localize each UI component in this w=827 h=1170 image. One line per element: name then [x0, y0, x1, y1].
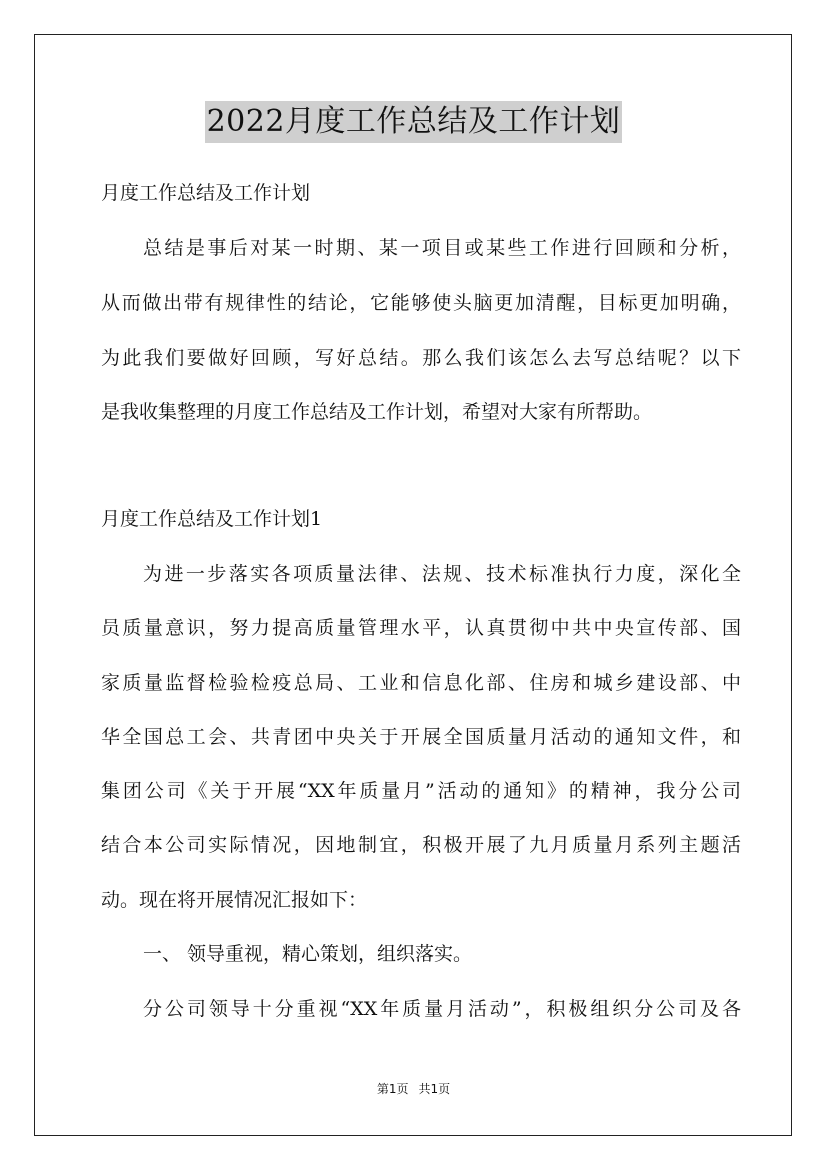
paragraph-line: 动。现在将开展情况汇报如下： [101, 889, 368, 911]
paragraph-line: 为进一步落实各项质量法律、法规、技术标准执行力度，深化全 [143, 563, 741, 585]
paragraph-line: 员质量意识，努力提高质量管理水平，认真贯彻中共中央宣传部、国 [101, 617, 741, 639]
section-heading: 月度工作总结及工作计划1 [101, 508, 323, 530]
paragraph-line: 是我收集整理的月度工作总结及工作计划，希望对大家有所帮助。 [101, 401, 653, 423]
paragraph-line: 华全国总工会、共青团中央关于开展全国质量月活动的通知文件，和 [101, 726, 741, 748]
subtitle-line: 月度工作总结及工作计划 [101, 182, 311, 204]
paragraph-line: 家质量监督检验检疫总局、工业和信息化部、住房和城乡建设部、中 [101, 672, 741, 694]
document-title: 2022月度工作总结及工作计划 [205, 101, 623, 143]
list-item-heading: 一、 领导重视，精心策划，组织落实。 [143, 943, 473, 965]
paragraph-line: 集团公司《关于开展“XX年质量月”活动的通知》的精神，我分公司 [101, 780, 741, 802]
paragraph-line: 结合本公司实际情况，因地制宜，积极开展了九月质量月系列主题活 [101, 834, 741, 856]
page-total: 共1页 [418, 1082, 451, 1096]
paragraph-line: 为此我们要做好回顾，写好总结。那么我们该怎么去写总结呢？以下 [101, 347, 741, 369]
paragraph-line: 从而做出带有规律性的结论，它能够使头脑更加清醒，目标更加明确， [101, 292, 741, 314]
title-container [0, 101, 827, 143]
paragraph-line: 分公司领导十分重视“XX年质量月活动”，积极组织分公司及各 [143, 998, 741, 1020]
page-footer [0, 1081, 827, 1097]
paragraph-line: 总结是事后对某一时期、某一项目或某些工作进行回顾和分析， [143, 237, 741, 259]
page-number: 第1页 [376, 1082, 409, 1096]
